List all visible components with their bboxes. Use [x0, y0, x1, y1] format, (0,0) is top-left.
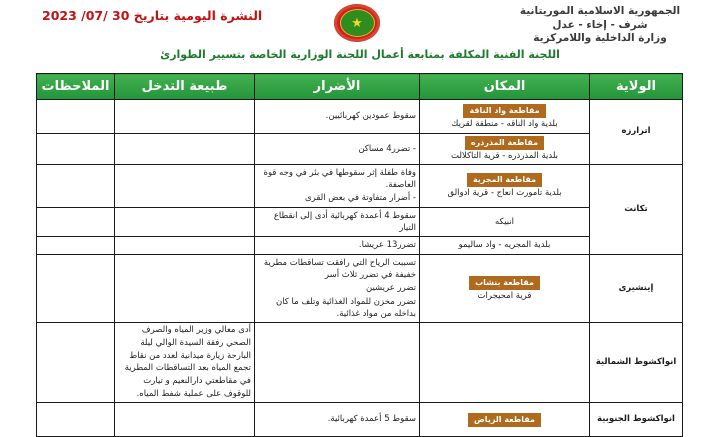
- place-detail: بلدية تامورت انعاج - قرية ادوالق: [447, 187, 562, 198]
- national-motto: شرف - إخاء - عدل: [552, 18, 648, 31]
- bulletin-title: النشرة اليومية بتاريخ 30 /07/ 2023: [42, 8, 263, 23]
- column-header-notes: الملاحظات: [37, 74, 115, 100]
- star-icon: ★: [351, 15, 363, 31]
- place-cell: [420, 254, 590, 323]
- committee-subtitle: اللجنة الفنية المكلفة بمتابعة أعمال اللجنة الوزارية الخاصة بتسيير الطوارئ: [160, 48, 560, 61]
- damage-line: تضرر عريشين: [366, 283, 416, 294]
- place-detail: بلدية المذرذره - قرية التاكلالت: [450, 151, 559, 161]
- table-row: [37, 100, 683, 134]
- damage-line: سقوط عمودين كهربائيين.: [325, 111, 416, 122]
- column-header-place: المكان: [420, 74, 590, 100]
- seal-inner-circle: [340, 9, 375, 37]
- table-row: [37, 237, 683, 254]
- mauritania-seal-icon: [334, 4, 380, 42]
- emergency-report-table: [36, 73, 683, 437]
- place-cell: [420, 207, 590, 237]
- intervention-cell: [115, 237, 255, 254]
- intervention-cell: [115, 134, 255, 165]
- damage-line: سقوط 4 أعمدة كهربائية أدى إلى انقطاع التيار: [273, 210, 416, 233]
- notes-cell: [37, 237, 115, 254]
- damages-cell: [255, 402, 420, 436]
- notes-cell: [37, 100, 115, 134]
- table-row: [37, 134, 683, 165]
- notes-cell: [37, 402, 115, 436]
- damage-line: سقوط 5 أعمدة كهربائية.: [327, 414, 416, 425]
- republic-name: الجمهورية الاسلامية الموريتانية: [519, 5, 681, 17]
- notes-cell: [37, 164, 115, 207]
- place-detail: قرية امحيجرات: [477, 290, 532, 301]
- damage-line: - تضرر4 مساكن: [358, 143, 416, 154]
- column-header-wilaya: الولاية: [590, 74, 683, 100]
- place-cell: [420, 237, 590, 254]
- place-detail: بلدية المجريه - واد ساليمو: [458, 240, 551, 251]
- table-row: [37, 164, 683, 207]
- place-detail: انبيكه: [494, 216, 515, 227]
- intervention-cell: [115, 164, 255, 207]
- intervention-cell: [115, 254, 255, 323]
- department-badge: مقاطعة المجرية: [467, 173, 542, 187]
- wilaya-cell: انواكشوط الشمالية: [590, 323, 683, 403]
- wilaya-cell: تكانت: [590, 164, 683, 254]
- damages-cell: [255, 134, 420, 165]
- damages-cell: [255, 164, 420, 207]
- damage-line: تضرر13 عريشا.: [358, 240, 416, 251]
- ministry-name: وزارة الداخلية واللامركزية: [533, 32, 667, 45]
- damage-line: - أضرار متفاوتة في بعض القرى: [305, 193, 416, 204]
- table-row: [37, 323, 683, 403]
- wilaya-cell: انواكشوط الجنوبية: [590, 402, 683, 436]
- table-row: [37, 207, 683, 237]
- column-header-intervention: طبيعة التدخل: [115, 74, 255, 100]
- wilaya-cell: اترارزه: [590, 100, 683, 165]
- column-header-damages: الأضرار: [255, 74, 420, 100]
- intervention-cell: أدى معالي وزير المياه والصرف الصحي رفقة السيدة الوالي ليلة البارحة زيارة ميدانية لعدد من نقاط تجمع المياه بعد التساقطات المطرية في مقاطعتي دارالنعيم و تيارت للوقوف على عملية شفط المياه.: [115, 323, 255, 403]
- damages-cell: [255, 207, 420, 237]
- damage-line: تضرر مخزن للمواد الغذائية وتلف ما كان بداخله من مواد غذائية.: [275, 296, 416, 319]
- intervention-cell: [115, 207, 255, 237]
- department-badge: مقاطعة واد الناقة: [463, 104, 545, 118]
- intervention-cell: [115, 402, 255, 436]
- damages-cell: [255, 237, 420, 254]
- place-cell: [420, 402, 590, 436]
- place-cell: [420, 323, 590, 403]
- place-cell: [420, 100, 590, 134]
- place-detail: بلدية واد الناقه - منطقة لقريك: [451, 118, 558, 129]
- table-row: [37, 254, 683, 323]
- table-row: [37, 402, 683, 436]
- notes-cell: [37, 254, 115, 323]
- department-badge: مقاطعة بنشاب: [469, 276, 540, 290]
- place-cell: [420, 134, 590, 165]
- damage-line: وفاة طفلة إثر سقوطها في بئر في وجه قوة العاصفة.: [263, 167, 416, 191]
- wilaya-cell: إينشيرى: [590, 254, 683, 323]
- table-header-row: [37, 74, 683, 100]
- damages-cell: [255, 254, 420, 323]
- notes-cell: [37, 134, 115, 165]
- department-badge: مقاطعة الرياض: [468, 413, 541, 427]
- notes-cell: [37, 323, 115, 403]
- intervention-cell: [115, 100, 255, 134]
- damage-line: تسببت الرياح التي رافقت تساقطات مطرية خفيفة في تضرر ثلاث أسر: [263, 257, 416, 280]
- notes-cell: [37, 207, 115, 237]
- place-cell: [420, 164, 590, 207]
- government-header: [490, 5, 710, 46]
- damages-cell: [255, 100, 420, 134]
- department-badge: مقاطعة المذرذره: [465, 136, 544, 150]
- damages-cell: [255, 323, 420, 403]
